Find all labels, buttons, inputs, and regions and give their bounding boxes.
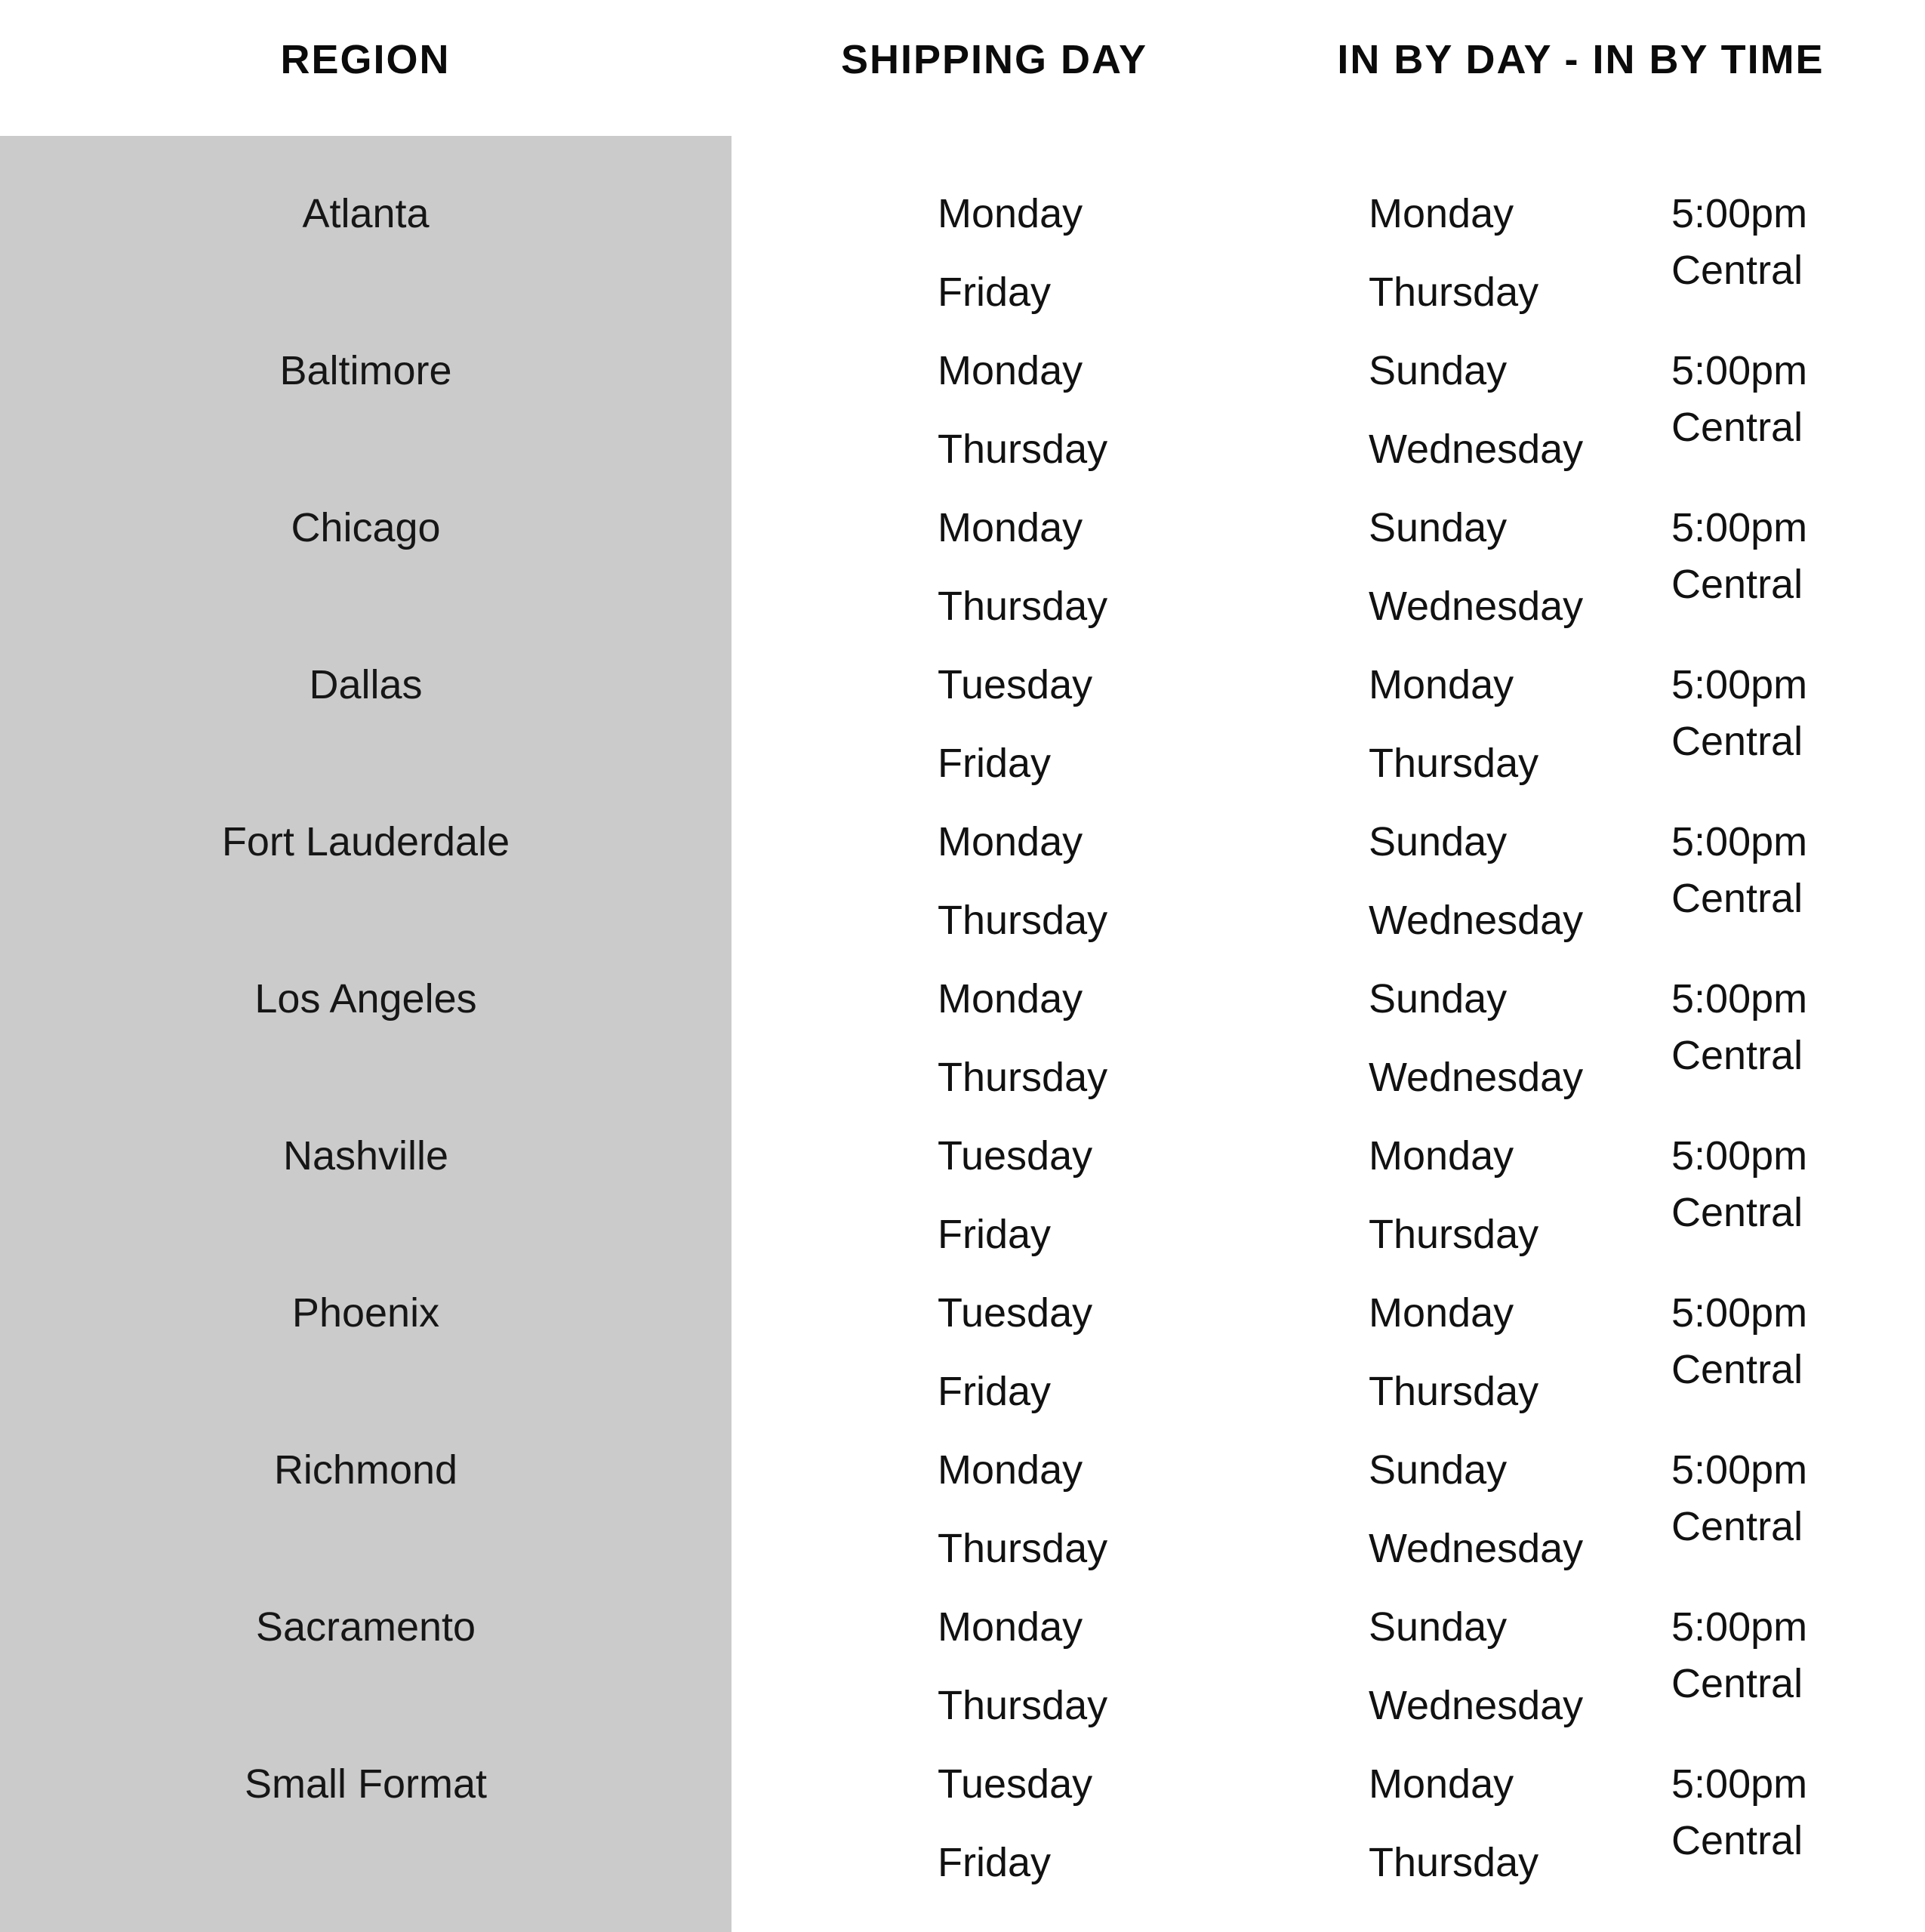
in-by-timezone: Central xyxy=(1671,1347,1803,1392)
in-by-day-2: Thursday xyxy=(1369,1840,1539,1885)
shipping-day-1: Tuesday xyxy=(938,662,1093,707)
in-by-time: 5:00pm xyxy=(1671,505,1808,550)
shipping-day-1: Monday xyxy=(938,976,1083,1021)
in-by-day-2: Wednesday xyxy=(1369,1683,1584,1728)
shipping-day-1: Tuesday xyxy=(938,1133,1093,1179)
region-cell: Atlanta xyxy=(302,191,430,236)
shipping-day-2: Friday xyxy=(938,1369,1052,1414)
shipping-day-1: Monday xyxy=(938,1604,1083,1650)
table-row xyxy=(0,293,1925,472)
shipping-day-1: Monday xyxy=(938,348,1083,393)
in-by-time: 5:00pm xyxy=(1671,1761,1808,1807)
shipping-day-2: Friday xyxy=(938,1212,1052,1257)
in-by-timezone: Central xyxy=(1671,1818,1803,1863)
shipping-day-2: Thursday xyxy=(938,1526,1108,1571)
in-by-day-1: Sunday xyxy=(1369,819,1508,864)
table-row xyxy=(0,1078,1925,1257)
in-by-time: 5:00pm xyxy=(1671,1290,1808,1336)
in-by-timezone: Central xyxy=(1671,876,1803,921)
region-cell: Phoenix xyxy=(291,1290,440,1336)
in-by-day-2: Thursday xyxy=(1369,1369,1539,1414)
shipping-day-2: Thursday xyxy=(938,584,1108,629)
shipping-day-1: Monday xyxy=(938,505,1083,550)
shipping-day-2: Thursday xyxy=(938,1683,1108,1728)
in-by-timezone: Central xyxy=(1671,248,1803,293)
table-row xyxy=(0,921,1925,1100)
column-header-shipping-day: SHIPPING DAY xyxy=(840,37,1148,82)
in-by-time: 5:00pm xyxy=(1671,1604,1808,1650)
region-cell: Nashville xyxy=(282,1133,449,1179)
table-row xyxy=(0,1392,1925,1571)
region-cell: Baltimore xyxy=(279,348,452,393)
in-by-time: 5:00pm xyxy=(1671,348,1808,393)
table-row xyxy=(0,607,1925,786)
in-by-day-1: Monday xyxy=(1369,1133,1514,1179)
region-cell: Dallas xyxy=(309,662,423,707)
region-cell: Fort Lauderdale xyxy=(221,819,510,864)
in-by-day-1: Monday xyxy=(1369,191,1514,236)
in-by-day-2: Wednesday xyxy=(1369,1055,1584,1100)
in-by-timezone: Central xyxy=(1671,405,1803,450)
in-by-timezone: Central xyxy=(1671,1661,1803,1706)
in-by-time: 5:00pm xyxy=(1671,1133,1808,1179)
in-by-day-2: Thursday xyxy=(1369,741,1539,786)
shipping-day-2: Thursday xyxy=(938,1055,1108,1100)
in-by-day-1: Monday xyxy=(1369,1761,1514,1807)
table-row xyxy=(0,1235,1925,1414)
shipping-day-2: Friday xyxy=(938,741,1052,786)
shipping-day-1: Monday xyxy=(938,1447,1083,1493)
table-row xyxy=(0,1549,1925,1728)
shipping-day-1: Tuesday xyxy=(938,1761,1093,1807)
in-by-time: 5:00pm xyxy=(1671,1447,1808,1493)
shipping-day-2: Thursday xyxy=(938,898,1108,943)
region-cell: Chicago xyxy=(291,505,441,550)
in-by-day-2: Thursday xyxy=(1369,1212,1539,1257)
in-by-day-1: Sunday xyxy=(1369,1604,1508,1650)
in-by-timezone: Central xyxy=(1671,1190,1803,1235)
region-cell: Los Angeles xyxy=(254,976,477,1021)
in-by-day-1: Monday xyxy=(1369,1290,1514,1336)
in-by-timezone: Central xyxy=(1671,719,1803,764)
in-by-day-1: Sunday xyxy=(1369,505,1508,550)
region-cell: Richmond xyxy=(273,1447,458,1493)
in-by-day-2: Thursday xyxy=(1369,270,1539,315)
in-by-timezone: Central xyxy=(1671,1504,1803,1549)
region-cell: Sacramento xyxy=(255,1604,476,1650)
in-by-time: 5:00pm xyxy=(1671,662,1808,707)
region-cell: Small Format xyxy=(244,1761,488,1807)
column-header-region: REGION xyxy=(280,37,451,82)
shipping-day-1: Monday xyxy=(938,191,1083,236)
column-header-in-by-day-time: IN BY DAY - IN BY TIME xyxy=(1337,37,1825,82)
in-by-day-2: Wednesday xyxy=(1369,1526,1584,1571)
in-by-day-1: Monday xyxy=(1369,662,1514,707)
table-row xyxy=(0,764,1925,943)
in-by-time: 5:00pm xyxy=(1671,191,1808,236)
shipping-day-1: Monday xyxy=(938,819,1083,864)
in-by-timezone: Central xyxy=(1671,1033,1803,1078)
shipping-day-1: Tuesday xyxy=(938,1290,1093,1336)
in-by-timezone: Central xyxy=(1671,562,1803,607)
in-by-day-1: Sunday xyxy=(1369,976,1508,1021)
shipping-day-2: Thursday xyxy=(938,427,1108,472)
table-row xyxy=(0,136,1925,315)
in-by-day-1: Sunday xyxy=(1369,348,1508,393)
in-by-day-2: Wednesday xyxy=(1369,427,1584,472)
in-by-day-2: Wednesday xyxy=(1369,584,1584,629)
shipping-day-2: Friday xyxy=(938,270,1052,315)
in-by-time: 5:00pm xyxy=(1671,819,1808,864)
table-row xyxy=(0,450,1925,629)
shipping-day-2: Friday xyxy=(938,1840,1052,1885)
table-row xyxy=(0,1706,1925,1885)
in-by-day-1: Sunday xyxy=(1369,1447,1508,1493)
in-by-day-2: Wednesday xyxy=(1369,898,1584,943)
in-by-time: 5:00pm xyxy=(1671,976,1808,1021)
